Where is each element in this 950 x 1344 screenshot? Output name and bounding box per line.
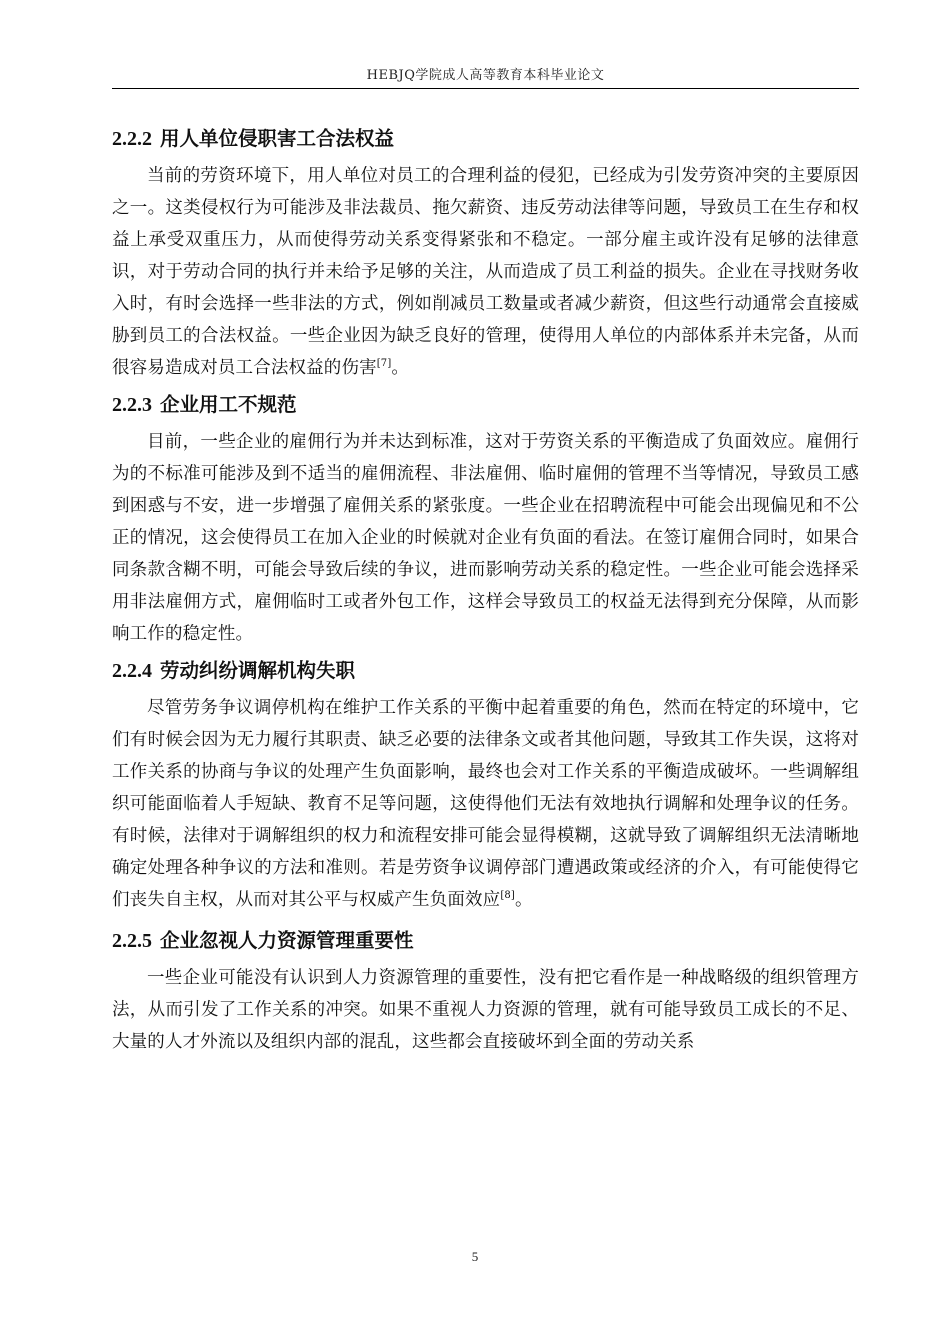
section-title: 企业忽视人力资源管理重要性: [160, 929, 414, 952]
citation-ref: [7]: [376, 358, 392, 370]
section-paragraph: [112, 426, 859, 650]
section-number: 2.2.2: [112, 128, 152, 150]
section-number: 2.2.5: [112, 930, 152, 952]
section-title: 劳动纠纷调解机构失职: [160, 659, 356, 682]
paragraph-text: 当前的劳资环境下，用人单位对员工的合理利益的侵犯，已经成为引发劳资冲突的主要原因之一。这类侵权行为可能涉及非法裁员、拖欠薪资、违反劳动法律等问题，导致员工在生存和权益上承受双重压力，从而使得劳动关系变得紧张和不稳定。一部分雇主或许没有足够的法律意识，对于劳动合同的执行并未给予足够的关注，从而造成了员工利益的损失。企业在寻找财务收入时，有时会选择一些非法的方式，例如削减员工数量或者减少薪资，但这些行动通常会直接威胁到员工的合法权益。一些企业因为缺乏良好的管理，使得用人单位的内部体系并未完备，从而很容易造成对员工合法权益的伤害: [112, 166, 859, 378]
paragraph-text: 一些企业可能没有认识到人力资源管理的重要性，没有把它看作是一种战略级的组织管理方法，从而引发了工作关系的冲突。如果不重视人力资源的管理，就有可能导致员工成长的不足、大量的人才外流以及组织内部的混乱，这些都会直接破坏到全面的劳动关系: [112, 968, 859, 1052]
paragraph-text: 尽管劳务争议调停机构在维护工作关系的平衡中起着重要的角色，然而在特定的环境中，它们有时候会因为无力履行其职责、缺乏必要的法律条文或者其他问题，导致其工作失误，这将对工作关系的协商与争议的处理产生负面影响，最终也会对工作关系的平衡造成破坏。一些调解组织可能面临着人手短缺、教育不足等问题，这使得他们无法有效地执行调解和处理争议的任务。有时候，法律对于调解组织的权力和流程安排可能会显得模糊，这就导致了调解组织无法清晰地确定处理各种争议的方法和准则。若是劳资争议调停部门遭遇政策或经济的介入，有可能使得它们丧失自主权，从而对其公平与权威产生负面效应: [112, 698, 859, 910]
section-heading: [112, 920, 859, 962]
section-heading: [112, 384, 859, 426]
section-paragraph: [112, 160, 859, 384]
section-paragraph: [112, 962, 859, 1058]
section-heading: [112, 650, 859, 692]
page-number: 5: [471, 1249, 479, 1264]
section-number: 2.2.3: [112, 394, 152, 416]
running-header: HEBJQ学院成人高等教育本科毕业论文: [366, 68, 605, 83]
paragraph-end: 。: [391, 358, 410, 378]
section-number: 2.2.4: [112, 660, 152, 682]
section-title: 企业用工不规范: [160, 393, 297, 416]
section-heading: [112, 118, 859, 160]
section-paragraph: [112, 692, 859, 916]
paragraph-text: 目前，一些企业的雇佣行为并未达到标准，这对于劳资关系的平衡造成了负面效应。雇佣行为的不标准可能涉及到不适当的雇佣流程、非法雇佣、临时雇佣的管理不当等情况，导致员工感到困惑与不安，进一步增强了雇佣关系的紧张度。一些企业在招聘流程中可能会出现偏见和不公正的情况，这会使得员工在加入企业的时候就对企业有负面的看法。在签订雇佣合同时，如果合同条款含糊不明，可能会导致后续的争议，进而影响劳动关系的稳定性。一些企业可能会选择采用非法雇佣方式，雇佣临时工或者外包工作，这样会导致员工的权益无法得到充分保障，从而影响工作的稳定性。: [112, 432, 859, 644]
paragraph-end: 。: [514, 890, 533, 910]
citation-ref: [8]: [500, 890, 515, 902]
section-title: 用人单位侵职害工合法权益: [160, 127, 395, 150]
main-content: [112, 118, 859, 1058]
header-rule: [112, 88, 859, 89]
